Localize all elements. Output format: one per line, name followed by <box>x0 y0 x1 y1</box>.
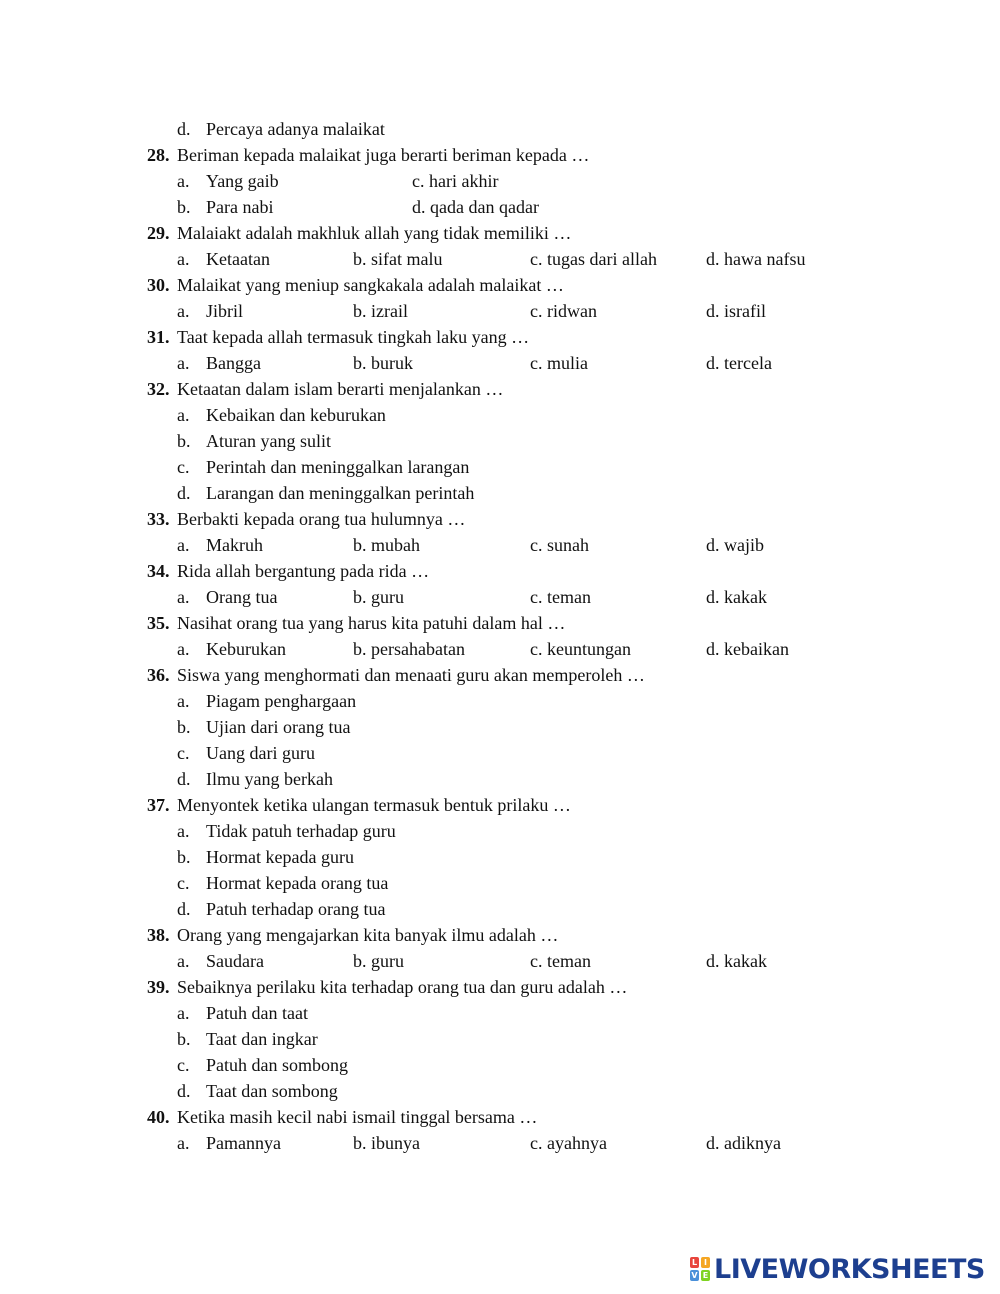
question-number: 32. <box>147 379 170 399</box>
question-text: Ketaatan dalam islam berarti menjalankan … <box>177 379 504 399</box>
option-letter: b. <box>177 431 191 451</box>
option-text: b. guru <box>353 587 404 607</box>
option-text: d. qada dan qadar <box>412 197 539 217</box>
answer-option <box>353 298 408 324</box>
liveworksheets-logo[interactable] <box>690 1254 985 1284</box>
question-row <box>0 558 1000 584</box>
option-text: Patuh dan sombong <box>206 1055 348 1075</box>
answer-option <box>353 246 442 272</box>
options-row <box>0 714 1000 740</box>
options-row <box>0 168 1000 194</box>
option-text: b. mubah <box>353 535 420 555</box>
option-text: b. persahabatan <box>353 639 465 659</box>
option-letter: c. <box>177 743 190 763</box>
question-number: 29. <box>147 223 170 243</box>
options-row <box>0 1000 1000 1026</box>
option-text: Tidak patuh terhadap guru <box>206 821 396 841</box>
option-text: Hormat kepada orang tua <box>206 873 389 893</box>
option-text: Perintah dan meninggalkan larangan <box>206 457 470 477</box>
option-text: Ketaatan <box>206 249 270 269</box>
logo-icon-cell: V <box>691 1271 698 1280</box>
question-number: 39. <box>147 977 170 997</box>
option-letter: a. <box>177 821 190 841</box>
answer-option <box>353 636 465 662</box>
question-row <box>0 142 1000 168</box>
option-text: Orang tua <box>206 587 278 607</box>
question-row <box>0 1104 1000 1130</box>
answer-option <box>353 532 420 558</box>
question-row <box>0 610 1000 636</box>
option-text: Kebaikan dan keburukan <box>206 405 386 425</box>
option-letter: d. <box>177 1081 191 1101</box>
options-row <box>0 1052 1000 1078</box>
option-letter: a. <box>177 639 190 659</box>
options-row <box>0 480 1000 506</box>
liveworksheets-logo-icon <box>690 1257 710 1281</box>
option-text: Jibril <box>206 301 244 321</box>
question-number: 33. <box>147 509 170 529</box>
question-text: Taat kepada allah termasuk tingkah laku yang … <box>177 327 530 347</box>
answer-option <box>530 246 657 272</box>
option-text: Taat dan ingkar <box>206 1029 318 1049</box>
option-letter: c. <box>177 1055 190 1075</box>
option-text: Piagam penghargaan <box>206 691 357 711</box>
question-number: 30. <box>147 275 170 295</box>
option-text: d. adiknya <box>706 1133 781 1153</box>
logo-icon-cell: L <box>691 1258 698 1267</box>
option-text: b. ibunya <box>353 1133 420 1153</box>
options-row <box>0 402 1000 428</box>
option-text: c. mulia <box>530 353 588 373</box>
question-text: Menyontek ketika ulangan termasuk bentuk prilaku … <box>177 795 571 815</box>
options-row <box>0 350 1000 376</box>
option-text: Makruh <box>206 535 263 555</box>
option-letter: a. <box>177 535 190 555</box>
answer-option <box>530 948 591 974</box>
question-row <box>0 324 1000 350</box>
option-text: c. hari akhir <box>412 171 499 191</box>
option-text: Pamannya <box>206 1133 281 1153</box>
option-text: Taat dan sombong <box>206 1081 338 1101</box>
question-number: 37. <box>147 795 170 815</box>
answer-option <box>353 584 404 610</box>
option-letter: c. <box>177 457 190 477</box>
question-row <box>0 662 1000 688</box>
options-row <box>0 740 1000 766</box>
answer-option <box>353 948 404 974</box>
answer-option <box>353 350 413 376</box>
question-row <box>0 220 1000 246</box>
logo-icon-cell: I <box>701 1257 710 1268</box>
option-text: c. sunah <box>530 535 589 555</box>
options-row <box>0 818 1000 844</box>
option-letter: b. <box>177 717 191 737</box>
options-row <box>0 1078 1000 1104</box>
answer-option <box>706 350 772 376</box>
option-text: Ilmu yang berkah <box>206 769 333 789</box>
option-text: b. sifat malu <box>353 249 443 269</box>
option-letter: a. <box>177 301 190 321</box>
answer-option <box>706 298 766 324</box>
options-row <box>0 194 1000 220</box>
option-text: Ujian dari orang tua <box>206 717 351 737</box>
question-text: Orang yang mengajarkan kita banyak ilmu adalah … <box>177 925 559 945</box>
option-text: b. buruk <box>353 353 413 373</box>
options-row <box>0 896 1000 922</box>
option-text: c. tugas dari allah <box>530 249 657 269</box>
liveworksheets-logo-text: LIVEWORKSHEETS <box>714 1253 985 1285</box>
question-number: 34. <box>147 561 170 581</box>
question-number: 38. <box>147 925 170 945</box>
option-text: c. keuntungan <box>530 639 631 659</box>
question-row <box>0 272 1000 298</box>
option-text: d. kakak <box>706 587 767 607</box>
option-letter: c. <box>177 873 190 893</box>
answer-option <box>530 532 589 558</box>
options-row <box>0 116 1000 142</box>
option-text: d. kakak <box>706 951 767 971</box>
option-text: Yang gaib <box>206 171 279 191</box>
option-text: Para nabi <box>206 197 274 217</box>
question-number: 35. <box>147 613 170 633</box>
question-text: Beriman kepada malaikat juga berarti beriman kepada … <box>177 145 590 165</box>
question-number: 36. <box>147 665 170 685</box>
option-text: Hormat kepada guru <box>206 847 354 867</box>
option-text: Uang dari guru <box>206 743 315 763</box>
option-letter: a. <box>177 353 190 373</box>
options-row <box>0 246 1000 272</box>
option-text: Patuh dan taat <box>206 1003 308 1023</box>
option-letter: d. <box>177 769 191 789</box>
option-text: Keburukan <box>206 639 286 659</box>
options-row <box>0 428 1000 454</box>
option-letter: b. <box>177 847 191 867</box>
question-row <box>0 376 1000 402</box>
option-letter: d. <box>177 483 191 503</box>
worksheet <box>0 116 1000 1156</box>
options-row <box>0 454 1000 480</box>
option-letter: a. <box>177 1133 190 1153</box>
option-letter: a. <box>177 249 190 269</box>
question-number: 40. <box>147 1107 170 1127</box>
options-row <box>0 532 1000 558</box>
option-text: d. hawa nafsu <box>706 249 806 269</box>
answer-option <box>706 948 767 974</box>
answer-option <box>706 532 764 558</box>
question-text: Rida allah bergantung pada rida … <box>177 561 430 581</box>
answer-option <box>530 1130 607 1156</box>
option-letter: d. <box>177 119 191 139</box>
option-text: b. izrail <box>353 301 408 321</box>
options-row <box>0 948 1000 974</box>
answer-option <box>706 584 767 610</box>
option-letter: a. <box>177 171 190 191</box>
question-text: Siswa yang menghormati dan menaati guru akan memperoleh … <box>177 665 645 685</box>
logo-icon-cell: E <box>702 1271 709 1280</box>
question-text: Berbakti kepada orang tua hulumnya … <box>177 509 466 529</box>
options-row <box>0 870 1000 896</box>
answer-option <box>412 194 539 220</box>
option-letter: a. <box>177 691 190 711</box>
option-text: Patuh terhadap orang tua <box>206 899 386 919</box>
option-letter: b. <box>177 1029 191 1049</box>
answer-option <box>412 168 498 194</box>
option-text: Percaya adanya malaikat <box>206 119 385 139</box>
option-text: c. teman <box>530 587 591 607</box>
option-text: Bangga <box>206 353 261 373</box>
option-letter: a. <box>177 1003 190 1023</box>
options-row <box>0 688 1000 714</box>
answer-option <box>530 636 631 662</box>
options-row <box>0 1130 1000 1156</box>
answer-option <box>530 298 597 324</box>
options-row <box>0 298 1000 324</box>
option-text: d. tercela <box>706 353 772 373</box>
options-row <box>0 1026 1000 1052</box>
options-row <box>0 766 1000 792</box>
options-row <box>0 584 1000 610</box>
option-text: d. wajib <box>706 535 764 555</box>
question-text: Malaikat yang meniup sangkakala adalah malaikat … <box>177 275 564 295</box>
answer-option <box>706 246 805 272</box>
question-number: 28. <box>147 145 170 165</box>
option-text: b. guru <box>353 951 404 971</box>
question-row <box>0 506 1000 532</box>
option-letter: a. <box>177 951 190 971</box>
question-text: Nasihat orang tua yang harus kita patuhi dalam hal … <box>177 613 566 633</box>
options-row <box>0 844 1000 870</box>
answer-option <box>530 350 588 376</box>
option-text: Larangan dan meninggalkan perintah <box>206 483 475 503</box>
question-row <box>0 974 1000 1000</box>
option-letter: a. <box>177 405 190 425</box>
option-text: c. ayahnya <box>530 1133 607 1153</box>
answer-option <box>353 1130 420 1156</box>
options-row <box>0 636 1000 662</box>
answer-option <box>706 1130 781 1156</box>
option-text: c. teman <box>530 951 591 971</box>
option-text: c. ridwan <box>530 301 597 321</box>
option-text: Saudara <box>206 951 264 971</box>
option-letter: d. <box>177 899 191 919</box>
option-text: d. kebaikan <box>706 639 789 659</box>
option-letter: a. <box>177 587 190 607</box>
question-number: 31. <box>147 327 170 347</box>
option-text: d. israfil <box>706 301 766 321</box>
question-text: Ketika masih kecil nabi ismail tinggal bersama … <box>177 1107 538 1127</box>
question-text: Sebaiknya perilaku kita terhadap orang tua dan guru adalah … <box>177 977 628 997</box>
option-text: Aturan yang sulit <box>206 431 331 451</box>
question-row <box>0 922 1000 948</box>
option-letter: b. <box>177 197 191 217</box>
question-text: Malaiakt adalah makhluk allah yang tidak memiliki … <box>177 223 572 243</box>
answer-option <box>530 584 591 610</box>
question-row <box>0 792 1000 818</box>
answer-option <box>706 636 789 662</box>
